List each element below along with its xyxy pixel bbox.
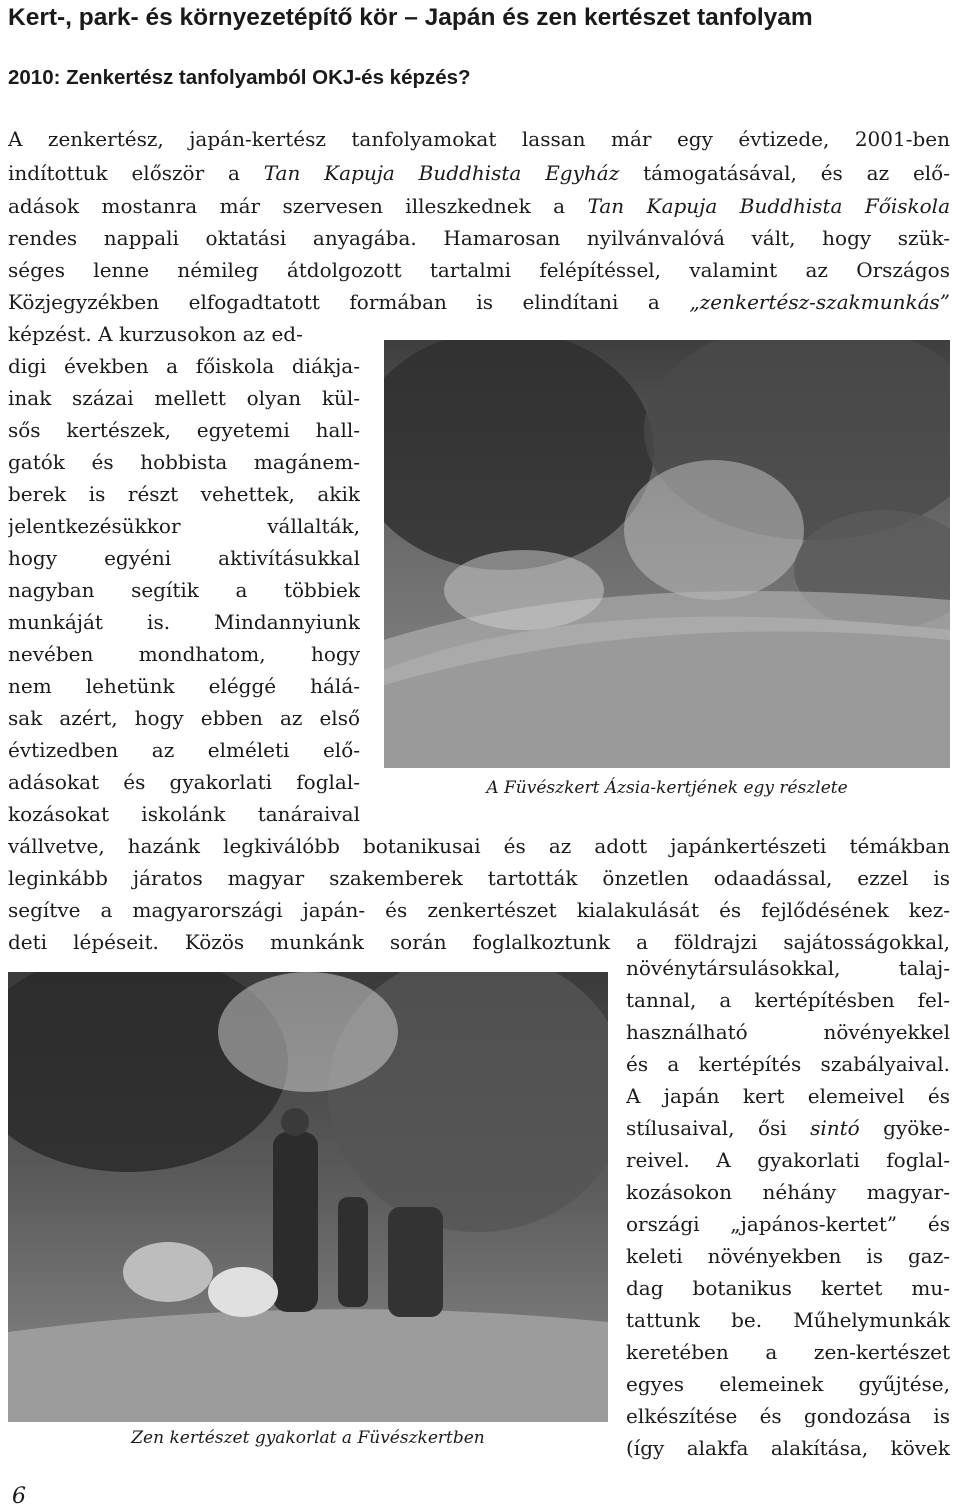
paragraph-line: séges lenne némileg átdolgozott tartalmi felépítéssel, valamint az Országos	[8, 258, 950, 282]
paragraph-line: egyes elemeinek gyűjtése,	[626, 1372, 950, 1396]
paragraph-line: hogy egyéni aktivításukkal	[8, 546, 360, 570]
paragraph-line: kozásokat iskolánk tanáraival	[8, 802, 360, 826]
paragraph-line: A zenkertész, japán-kertész tanfolyamokat lassan már egy évtizede, 2001-ben	[8, 127, 950, 151]
paragraph-line: gatók és hobbista magánem-	[8, 450, 360, 474]
paragraph-line: (így alakfa alakítása, kövek	[626, 1436, 950, 1460]
college-name: Tan Kapuja Buddhista Főiskola	[587, 194, 950, 218]
paragraph-line: inak százai mellett olyan kül-	[8, 386, 360, 410]
paragraph-line: digi években a főiskola diákja-	[8, 354, 360, 378]
garden-photo	[384, 340, 950, 768]
sinto-term: sintó	[810, 1116, 860, 1140]
paragraph-line: országi „japános-kertet” és	[626, 1212, 950, 1236]
paragraph-line: jelentkezésükkor vállalták,	[8, 514, 360, 538]
paragraph-line: keleti növényekben is gaz-	[626, 1244, 950, 1268]
paragraph-line: munkáját is. Mindannyiunk	[8, 610, 360, 634]
paragraph-line: A japán kert elemeivel és	[626, 1084, 950, 1108]
church-name: Tan Kapuja Buddhista Egyház	[263, 161, 620, 185]
paragraph-line: adások mostanra már szervesen illeszkednek a Tan Kapuja Buddhista Főiskola	[8, 194, 950, 218]
paragraph-line: leginkább járatos magyar szakemberek tartották önzetlen odaadással, ezzel is	[8, 866, 950, 890]
paragraph-line: berek is részt vehettek, akik	[8, 482, 360, 506]
paragraph-line: nagyban segítik a többiek	[8, 578, 360, 602]
paragraph-line: tattunk be. Műhelymunkák	[626, 1308, 950, 1332]
photo-caption: Zen kertészet gyakorlat a Füvészkertben	[131, 1428, 485, 1448]
paragraph-line: évtizedben az elméleti elő-	[8, 738, 360, 762]
paragraph-line: elkészítése és gondozása is	[626, 1404, 950, 1428]
paragraph-line: használható növényekkel	[626, 1020, 950, 1044]
paragraph-line: vállvetve, hazánk legkiválóbb botanikusai és az adott japánkertészeti témákban	[8, 834, 950, 858]
paragraph-line: sős kertészek, egyetemi hall-	[8, 418, 360, 442]
course-name: „zenkertész-szakmunkás”	[689, 290, 950, 314]
paragraph-line: és a kertépítés szabályaival.	[626, 1052, 950, 1076]
paragraph-line: adásokat és gyakorlati foglal-	[8, 770, 360, 794]
article-subtitle: 2010: Zenkertész tanfolyamból OKJ-és képzés?	[8, 66, 471, 89]
paragraph-line: nevében mondhatom, hogy	[8, 642, 360, 666]
paragraph-line: képzést. A kurzusokon az ed-	[8, 322, 303, 346]
paragraph-line: dag botanikus kertet mu-	[626, 1276, 950, 1300]
paragraph-line: nem lehetünk eléggé hálá-	[8, 674, 360, 698]
paragraph-line: reivel. A gyakorlati foglal-	[626, 1148, 950, 1172]
paragraph-line: kozásokon néhány magyar-	[626, 1180, 950, 1204]
practice-photo	[8, 972, 608, 1422]
paragraph-line: keretében a zen-kertészet	[626, 1340, 950, 1364]
paragraph-line: növénytársulásokkal, talaj-	[626, 956, 950, 980]
paragraph-line: rendes nappali oktatási anyagába. Hamarosan nyilvánvalóvá vált, hogy szük-	[8, 226, 950, 250]
paragraph-line: tannal, a kertépítésben fel-	[626, 988, 950, 1012]
page-title: Kert-, park- és környezetépítő kör – Japán és zen kertészet tanfolyam	[8, 4, 813, 31]
paragraph-line: Közjegyzékben elfogadtatott formában is elindítani a „zenkertész-szakmunkás”	[8, 290, 950, 314]
paragraph-line: sak azért, hogy ebben az első	[8, 706, 360, 730]
paragraph-line: stílusaival, ősi sintó gyöke-	[626, 1116, 950, 1140]
photo-caption: A Füvészkert Ázsia-kertjének egy részlete	[486, 778, 848, 798]
paragraph-line: segítve a magyarországi japán- és zenkertészet kialakulását és fejlődésének kez-	[8, 898, 950, 922]
page-number: 6	[12, 1484, 26, 1509]
paragraph-line: deti lépéseit. Közös munkánk során foglalkoztunk a földrajzi sajátosságokkal,	[8, 930, 950, 954]
paragraph-line: indítottuk először a Tan Kapuja Buddhista Egyház támogatásával, és az elő-	[8, 161, 950, 185]
